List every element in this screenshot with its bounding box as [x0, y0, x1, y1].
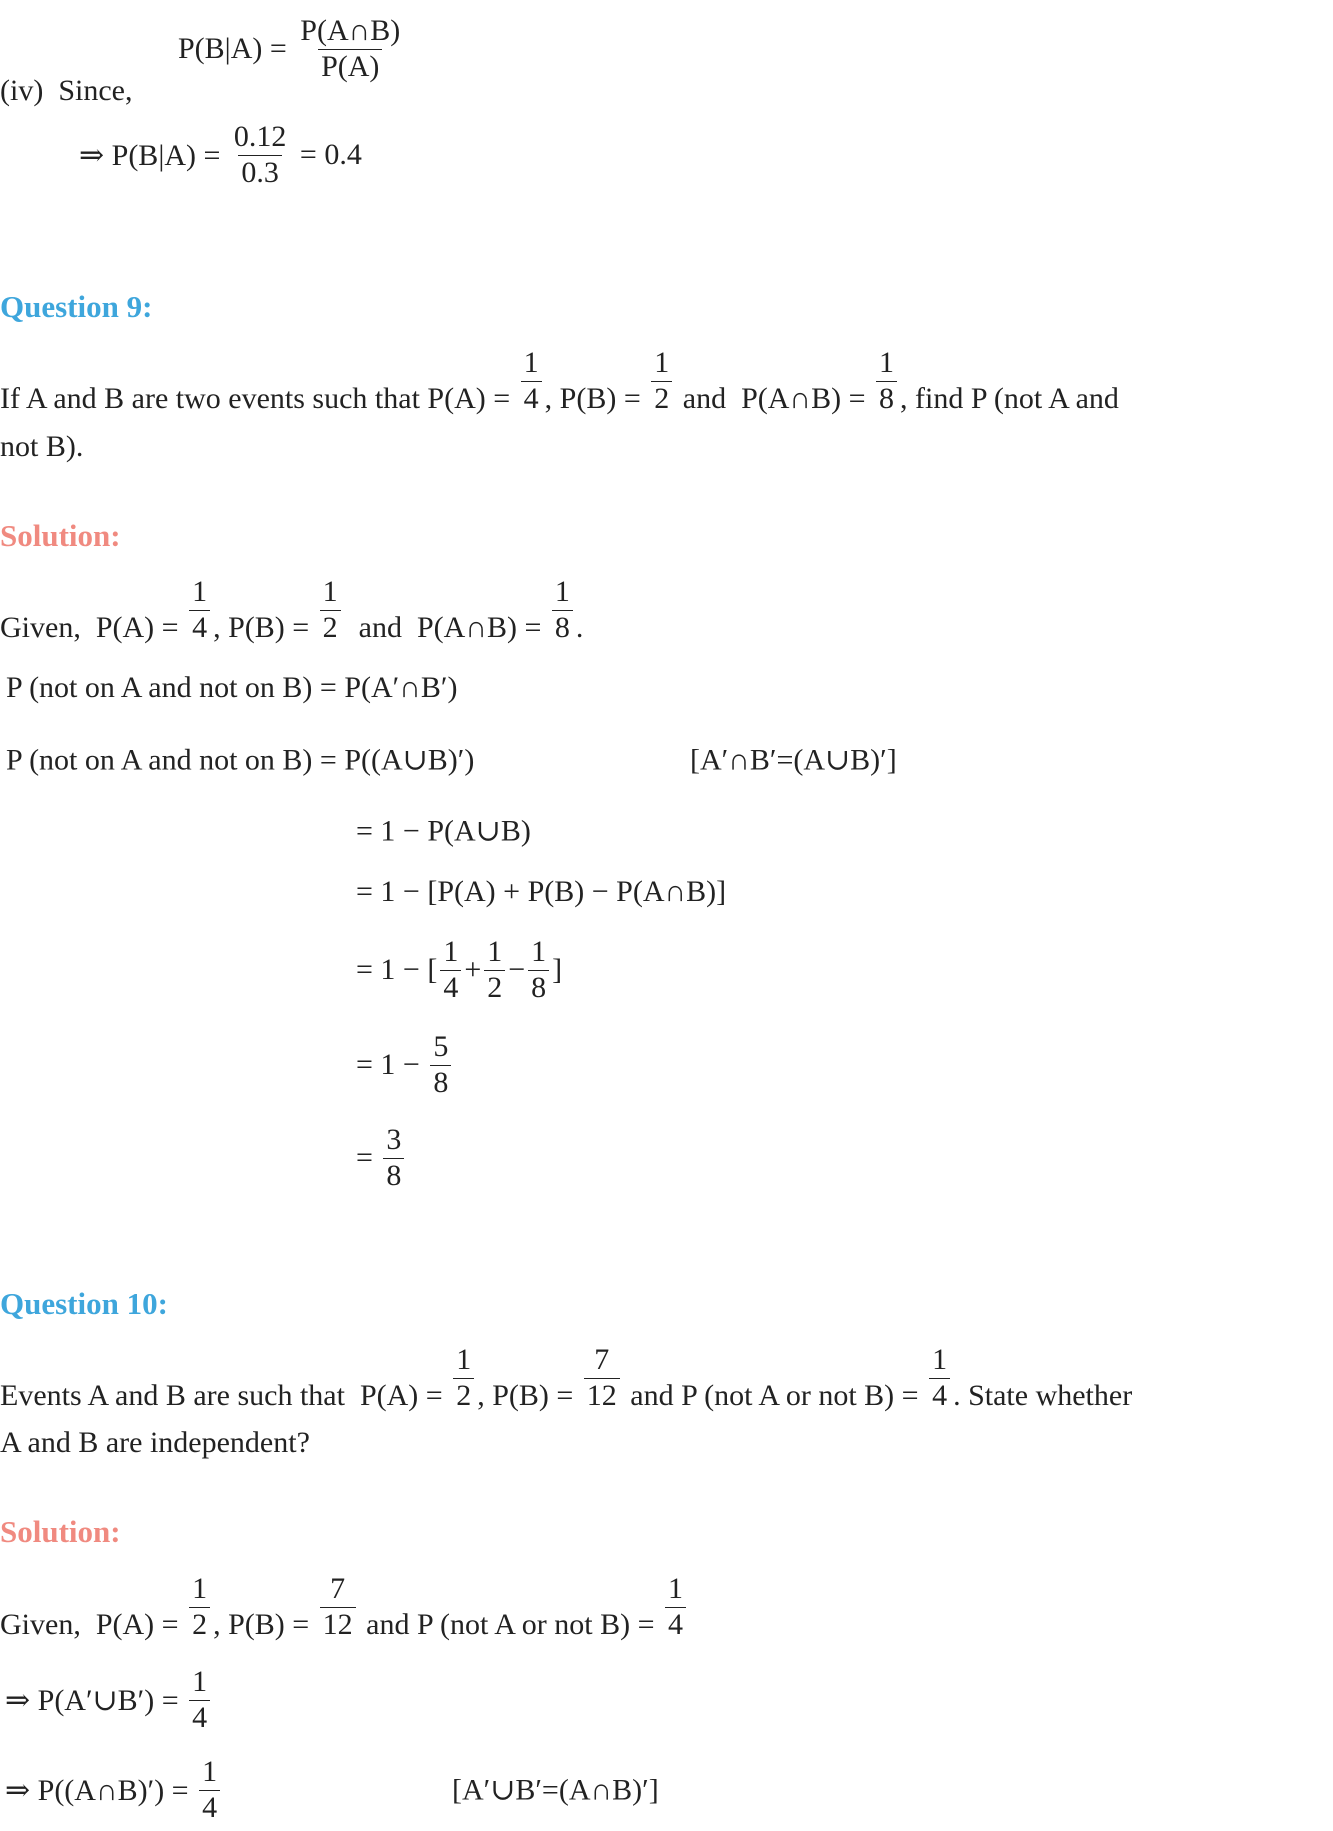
text-run: ⇒ P(B|A) =: [79, 138, 228, 172]
text-run: ⇒ P((A∩B)′) =: [5, 1773, 197, 1807]
numerator: 1: [322, 575, 338, 608]
text-run: , P(B) =: [477, 1379, 581, 1412]
numerator: 1: [531, 935, 547, 968]
numerator: 0.12: [233, 120, 287, 153]
text-run: Given, P(A) =: [0, 1608, 187, 1641]
text-run: Question 9:: [0, 289, 153, 324]
denominator: 12: [584, 1378, 620, 1414]
fraction: [430, 1030, 451, 1100]
denominator: 8: [552, 610, 573, 646]
text-run: = 1 − [P(A) + P(B) − P(A∩B)]: [356, 875, 727, 908]
text-run: . State whether: [953, 1379, 1133, 1412]
part-iv-label: [0, 74, 132, 108]
numerator: 7: [330, 1572, 346, 1605]
text-run: and P(A∩B) =: [675, 382, 873, 415]
fraction: [929, 1343, 950, 1413]
text-run: [A′∪B′=(A∩B)′]: [452, 1773, 659, 1807]
denominator: 4: [929, 1378, 950, 1414]
numerator: P(A∩B): [300, 14, 401, 47]
denominator: 4: [199, 1790, 220, 1826]
denominator: 8: [430, 1065, 451, 1101]
text-run: , P(B) =: [544, 382, 649, 415]
fraction: [297, 14, 403, 84]
numerator: 1: [443, 935, 459, 968]
fraction: [320, 575, 341, 645]
question-9-text: [0, 346, 1119, 416]
question-10-text-cont: [0, 1426, 310, 1460]
numerator: 1: [456, 1343, 472, 1376]
solution-9-given: [0, 575, 583, 645]
text-run: Given, P(A) =: [0, 611, 187, 644]
denominator: 4: [521, 381, 542, 417]
text-run: A and B are independent?: [0, 1426, 310, 1459]
text-run: Question 10:: [0, 1286, 168, 1321]
text-run: ⇒ P(A′∪B′) =: [5, 1683, 187, 1717]
solution-10-step-2: [5, 1755, 223, 1825]
text-run: Solution:: [0, 1514, 121, 1549]
fraction: [453, 1343, 474, 1413]
solution-9-heading: [0, 518, 121, 554]
text-run: P (not on A and not on B) = P(A′∩B′): [6, 671, 458, 704]
denominator: P(A): [318, 49, 382, 85]
denominator: 8: [876, 381, 897, 417]
text-run: = 1 −: [356, 1048, 428, 1081]
numerator: 1: [192, 575, 208, 608]
denominator: 4: [665, 1607, 686, 1643]
question-10-heading: [0, 1286, 168, 1322]
text-run: [A′∩B′=(A∪B)′]: [690, 743, 897, 777]
denominator: 8: [528, 970, 549, 1006]
text-run: = 1 − P(A∪B): [356, 814, 531, 848]
part-iv-formula: [178, 14, 406, 84]
text-run: Events A and B are such that: [0, 1379, 360, 1412]
denominator: 2: [484, 970, 505, 1006]
solution-10-step-1: [5, 1665, 213, 1735]
text-run: = 0.4: [292, 138, 362, 171]
text-run: P(A) =: [359, 1379, 451, 1412]
fraction: [189, 1665, 210, 1735]
numerator: 1: [879, 346, 894, 379]
fraction: [231, 120, 290, 190]
denominator: 2: [189, 1607, 210, 1643]
text-run: =: [356, 1141, 381, 1174]
text-run: , P(B) =: [213, 1608, 317, 1641]
numerator: 1: [667, 1572, 683, 1605]
numerator: 7: [594, 1343, 610, 1376]
denominator: 4: [189, 1700, 210, 1736]
solution-9-step-1: [6, 671, 457, 705]
fraction: [320, 1572, 356, 1642]
numerator: 5: [433, 1030, 449, 1063]
text-run: (iv) Since,: [0, 74, 133, 107]
denominator: 0.3: [238, 155, 282, 191]
denominator: 2: [453, 1378, 474, 1414]
denominator: 2: [320, 610, 341, 646]
text-run: , P(B) =: [213, 611, 317, 644]
numerator: 1: [192, 1572, 208, 1605]
text-run: ]: [552, 953, 563, 986]
question-9-text-cont: [0, 430, 83, 464]
question-9-heading: [0, 289, 152, 325]
solution-9-step-2: [6, 743, 474, 778]
text-run: P(B|A) =: [178, 32, 295, 65]
text-run: −: [508, 953, 526, 986]
denominator: 12: [320, 1607, 356, 1643]
fraction: [484, 935, 505, 1005]
fraction: [189, 1572, 210, 1642]
fraction: [876, 346, 897, 416]
fraction: [665, 1572, 686, 1642]
solution-9-step-4: [356, 875, 726, 909]
text-run: and P(A∩B) =: [343, 611, 549, 644]
fraction: [528, 935, 549, 1005]
fraction: [552, 575, 573, 645]
denominator: 2: [651, 381, 672, 417]
text-run: If A and B are two events such that: [0, 382, 428, 415]
numerator: 1: [523, 346, 539, 379]
fraction: [651, 346, 672, 416]
solution-9-step-7: [356, 1123, 407, 1193]
numerator: 1: [654, 346, 670, 379]
numerator: 1: [932, 1343, 948, 1376]
numerator: 3: [386, 1123, 402, 1156]
text-run: = 1 − [: [356, 953, 438, 986]
text-run: Solution:: [0, 518, 121, 553]
solution-9-step-3: [356, 814, 531, 849]
denominator: 8: [383, 1158, 404, 1194]
fraction: [440, 935, 461, 1005]
denominator: 4: [189, 610, 210, 646]
text-run: not B).: [0, 430, 84, 463]
solution-10-given: [0, 1572, 689, 1642]
numerator: 1: [192, 1665, 208, 1698]
text-run: +: [464, 953, 482, 986]
text-run: P(A) =: [427, 382, 518, 415]
solution-10-note: [452, 1773, 659, 1808]
solution-9-step-5: [356, 935, 562, 1005]
fraction: [189, 575, 210, 645]
numerator: 1: [202, 1755, 218, 1788]
text-run: and P (not A or not B) =: [358, 1608, 662, 1641]
text-run: and P (not A or not B) =: [622, 1379, 927, 1412]
solution-10-heading: [0, 1514, 121, 1550]
numerator: 1: [487, 935, 503, 968]
denominator: 4: [440, 970, 461, 1006]
fraction: [584, 1343, 620, 1413]
solution-9-note: [690, 743, 897, 778]
part-iv-result: [79, 120, 362, 190]
text-run: P (not on A and not on B) = P((A∪B)′): [6, 743, 475, 777]
numerator: 1: [554, 575, 570, 608]
fraction: [521, 346, 542, 416]
fraction: [199, 1755, 220, 1825]
text-run: .: [575, 611, 584, 644]
question-10-text: [0, 1343, 1132, 1413]
solution-9-step-6: [356, 1030, 454, 1100]
fraction: [383, 1123, 404, 1193]
text-run: , find P (not A and: [900, 382, 1119, 415]
